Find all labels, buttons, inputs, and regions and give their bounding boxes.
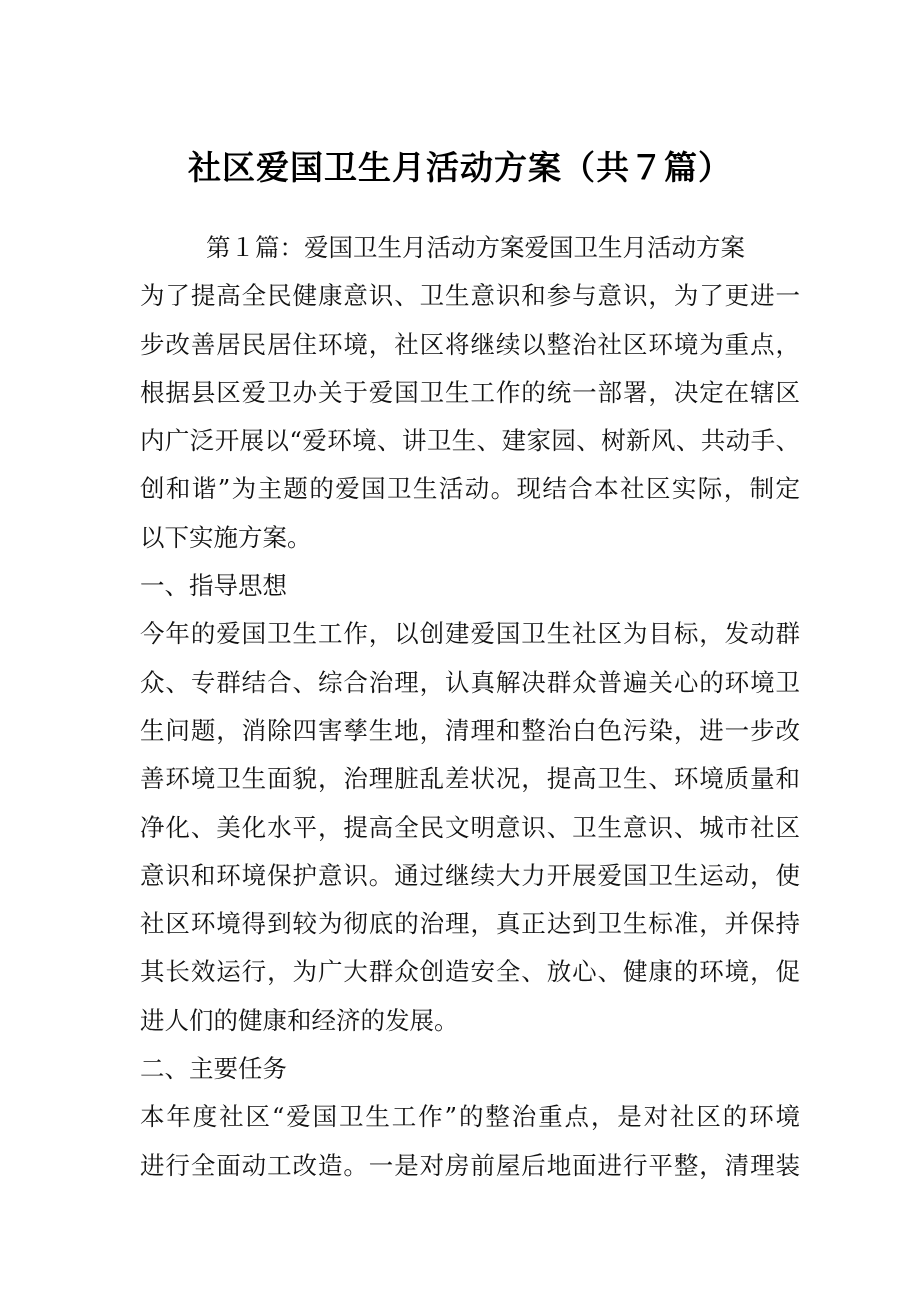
paragraph-line: 进人们的健康和经济的发展。 xyxy=(140,1005,459,1035)
paragraph-line: 善环境卫生面貌，治理脏乱差状况，提高卫生、环境质量和 xyxy=(140,764,800,794)
paragraph-line: 为了提高全民健康意识、卫生意识和参与意识，为了更进一 xyxy=(140,281,800,311)
paragraph-line: 今年的爱国卫生工作，以创建爱国卫生社区为目标，发动群 xyxy=(140,619,800,649)
paragraph-line: 净化、美化水平，提高全民文明意识、卫生意识、城市社区 xyxy=(140,812,800,842)
paragraph-line: 生问题，消除四害孳生地，清理和整治白色污染，进一步改 xyxy=(140,715,800,745)
paragraph-line: 创和谐”为主题的爱国卫生活动。现结合本社区实际，制定 xyxy=(140,474,800,504)
paragraph-line: 其长效运行，为广大群众创造安全、放心、健康的环境，促 xyxy=(140,957,800,987)
paragraph-line: 意识和环境保护意识。通过继续大力开展爱国卫生运动，使 xyxy=(140,860,800,890)
section-heading-line: 二、主要任务 xyxy=(140,1054,287,1084)
document-title: 社区爱国卫生月活动方案（共７篇） xyxy=(188,148,732,187)
section-heading-line: 一、指导思想 xyxy=(140,571,287,601)
document-body xyxy=(140,224,800,1190)
paragraph-line: 步改善居民居住环境，社区将继续以整治社区环境为重点， xyxy=(140,329,800,359)
paragraph-line: 进行全面动工改造。一是对房前屋后地面进行平整，清理装 xyxy=(140,1150,800,1180)
paragraph-line: 内广泛开展以“爱环境、讲卫生、建家园、树新风、共动手、 xyxy=(140,426,800,456)
paragraph-line: 众、专群结合、综合治理，认真解决群众普遍关心的环境卫 xyxy=(140,667,800,697)
paragraph-line: 根据县区爱卫办关于爱国卫生工作的统一部署，决定在辖区 xyxy=(140,377,800,407)
paragraph-line: 以下实施方案。 xyxy=(140,522,312,552)
paragraph-line: 本年度社区“爱国卫生工作”的整治重点，是对社区的环境 xyxy=(140,1102,800,1132)
section-heading-line: 第１篇：爱国卫生月活动方案爱国卫生月活动方案 xyxy=(206,233,745,262)
paragraph-line: 社区环境得到较为彻底的治理，真正达到卫生标准，并保持 xyxy=(140,909,800,939)
